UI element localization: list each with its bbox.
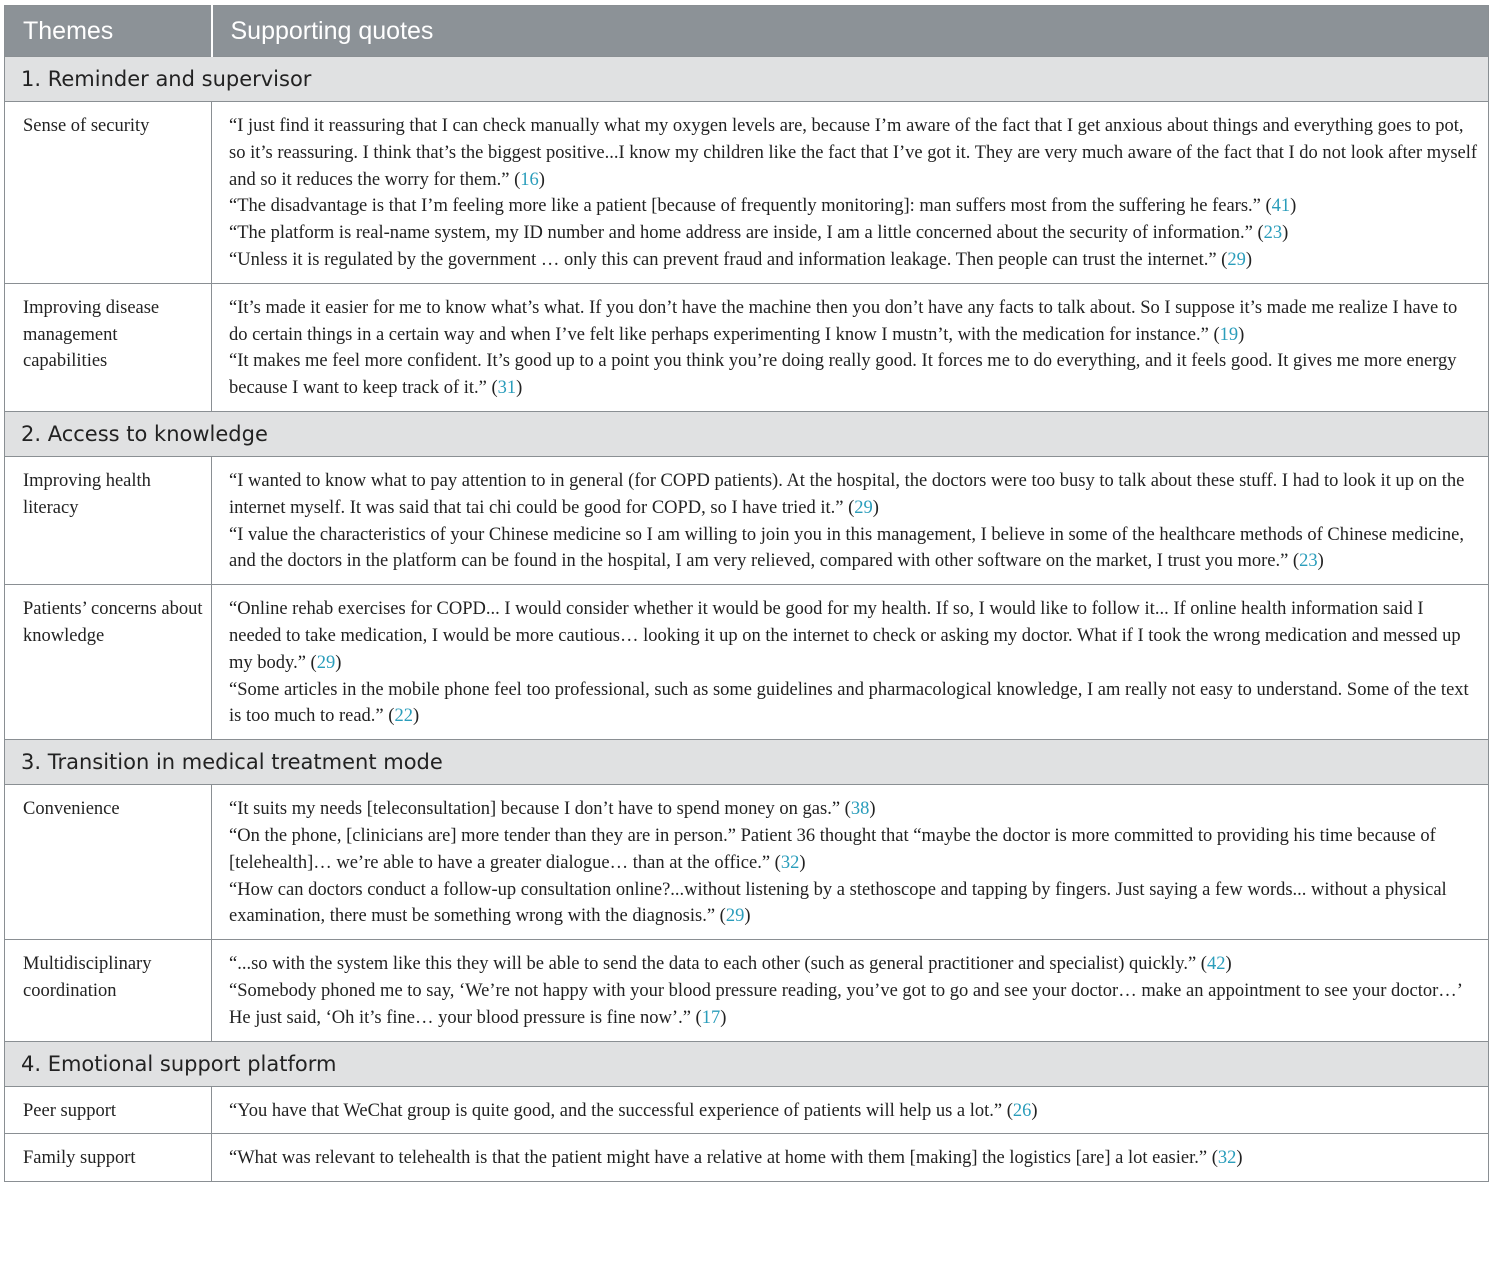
quote <box>229 295 1480 349</box>
citation-link[interactable]: 22 <box>394 706 413 727</box>
table-row <box>5 283 1489 411</box>
quote-close-paren: ) <box>1282 223 1289 244</box>
quote <box>229 951 1480 978</box>
quotes-cell <box>212 102 1489 284</box>
quotes-cell <box>212 1086 1489 1134</box>
quote <box>229 247 1480 274</box>
section-title: 3. Transition in medical treatment mode <box>5 740 1489 785</box>
section-title: 2. Access to knowledge <box>5 411 1489 456</box>
quote <box>229 677 1480 731</box>
quote-close-paren: ) <box>872 497 879 518</box>
citation-link[interactable]: 32 <box>780 852 800 873</box>
quote-text: “Some articles in the mobile phone feel too professional, such as some guidelines and pharmacological knowledge, I am really not easy to understand. Some of the text is too much to read.” ( <box>229 679 1469 727</box>
quote-text: “It makes me feel more confident. It’s good up to a point you think you’re doing really good. It forces me to do everything, and it feels good. It gives me more energy because I want to keep track of it.” ( <box>229 351 1457 399</box>
section-title: 4. Emotional support platform <box>5 1041 1489 1086</box>
citation-link[interactable]: 38 <box>850 799 870 820</box>
quote-close-paren: ) <box>1290 196 1297 217</box>
table-row <box>5 456 1489 584</box>
quote-text: “It suits my needs [teleconsultation] because I don’t have to spend money on gas.” ( <box>229 799 851 820</box>
theme-cell: Improving disease management capabilities <box>5 283 212 411</box>
citation-link[interactable]: 19 <box>1219 324 1239 345</box>
quotes-cell <box>212 785 1489 940</box>
quotes-cell <box>212 1134 1489 1182</box>
themes-table <box>4 5 1489 1182</box>
theme-cell: Convenience <box>5 785 212 940</box>
table-row <box>5 1134 1489 1182</box>
quote-close-paren: ) <box>516 378 523 399</box>
quote-text: “Unless it is regulated by the government … only this can prevent fraud and information leakage. Then people can trust the internet.” ( <box>229 249 1228 270</box>
quote-text: “I value the characteristics of your Chinese medicine so I am willing to join you in this management, I believe in some of the healthcare methods of Chinese medicine, and the doctors in the platform can be found in the hospital, I am very relieved, compared with other software on the market, I trust you more.” ( <box>229 524 1465 572</box>
quote <box>229 823 1480 877</box>
quote-text: “Online rehab exercises for COPD... I would consider whether it would be good for my health. If so, I would like to follow it... If online health information said I needed to take medication, I would be more cautious… looking it up on the internet to check or asking my doctor. What if I took the wrong medication and messed up my body.” ( <box>229 599 1461 673</box>
citation-link[interactable]: 16 <box>520 169 539 190</box>
quotes-cell <box>212 940 1489 1041</box>
quote-text: “I wanted to know what to pay attention to in general (for COPD patients). At the hospital, the doctors were too busy to talk about these stuff. I had to look it up on the internet myself. It was said that tai chi could be good for COPD, so I have tried it.” ( <box>229 470 1465 518</box>
quote-text: “...so with the system like this they will be able to send the data to each other (such as general practitioner and specialist) quickly.” ( <box>229 954 1207 975</box>
quote <box>229 113 1480 193</box>
quote-text: “You have that WeChat group is quite good, and the successful experience of patients will help us a lot.” ( <box>229 1100 1013 1121</box>
quote-close-paren: ) <box>1236 1148 1243 1169</box>
quote-text: “I just find it reassuring that I can check manually what my oxygen levels are, because I’m aware of the fact that I get anxious about things and everything goes to pot, so it’s reassuring. I think that’s the biggest positive...I know my children like the fact that I’ve got it. They are very much aware of the fact that I do not look after myself and so it reduces the worry for them.” ( <box>229 116 1478 190</box>
quote <box>229 978 1480 1032</box>
citation-link[interactable]: 23 <box>1263 223 1283 244</box>
table-row <box>5 785 1489 940</box>
quote <box>229 468 1480 522</box>
section-row <box>5 57 1489 102</box>
quote-close-paren: ) <box>1245 249 1253 270</box>
theme-cell: Multidisciplinary coordination <box>5 940 212 1041</box>
quote-close-paren: ) <box>744 906 751 927</box>
theme-cell: Sense of security <box>5 102 212 284</box>
citation-link[interactable]: 29 <box>854 497 873 518</box>
quote <box>229 522 1480 576</box>
citation-link[interactable]: 42 <box>1206 954 1226 975</box>
quote-close-paren: ) <box>799 852 806 873</box>
table-row <box>5 102 1489 284</box>
quote-close-paren: ) <box>869 799 876 820</box>
quote <box>229 348 1480 402</box>
theme-cell: Patients’ concerns about knowledge <box>5 585 212 740</box>
section-row <box>5 1041 1489 1086</box>
table-row <box>5 1086 1489 1134</box>
quote-close-paren: ) <box>1317 551 1324 572</box>
citation-link[interactable]: 32 <box>1217 1148 1237 1169</box>
quotes-cell <box>212 585 1489 740</box>
quote <box>229 796 1480 823</box>
section-row <box>5 740 1489 785</box>
theme-cell: Family support <box>5 1134 212 1182</box>
theme-cell: Peer support <box>5 1086 212 1134</box>
table-row <box>5 940 1489 1041</box>
citation-link[interactable]: 31 <box>497 378 517 399</box>
quote-text: “The platform is real-name system, my ID number and home address are inside, I am a little concerned about the security of information.” ( <box>229 223 1264 244</box>
citation-link[interactable]: 29 <box>1227 249 1246 270</box>
table-body <box>5 57 1489 1182</box>
quote-text: “How can doctors conduct a follow-up consultation online?...without listening by a stethoscope and tapping by fingers. Just saying a few words... without a physical examination, there must be something wrong with the diagnosis.” ( <box>229 879 1447 927</box>
quote-close-paren: ) <box>720 1007 727 1028</box>
quote-close-paren: ) <box>412 706 420 727</box>
quote-close-paren: ) <box>1225 954 1232 975</box>
citation-link[interactable]: 29 <box>316 652 336 673</box>
citation-link[interactable]: 41 <box>1271 196 1291 217</box>
quote-text: “Somebody phoned me to say, ‘We’re not happy with your blood pressure reading, you’ve got to go and see your doctor… make an appointment to see your doctor…’ He just said, ‘Oh it’s fine… your blood pressure is fine now’.” ( <box>229 980 1462 1028</box>
quote <box>229 877 1480 931</box>
table-header-row <box>5 6 1489 57</box>
citation-link[interactable]: 23 <box>1299 551 1318 572</box>
quote-close-paren: ) <box>1031 1100 1038 1121</box>
section-row <box>5 411 1489 456</box>
quote-close-paren: ) <box>335 652 342 673</box>
quote <box>229 1145 1480 1172</box>
quote-text: “On the phone, [clinicians are] more tender than they are in person.” Patient 36 thought that “maybe the doctor is more committed to providing his time because of [telehealth]… we’re able to have a greater dialogue… than at the office.” ( <box>229 825 1436 873</box>
theme-cell: Improving health literacy <box>5 456 212 584</box>
quote-close-paren: ) <box>1238 324 1245 345</box>
table-row <box>5 585 1489 740</box>
quote <box>229 1098 1480 1125</box>
quote-text: “It’s made it easier for me to know what’s what. If you don’t have the machine then you don’t have any facts to talk about. So I suppose it’s made me realize I have to do certain things in a certain way and when I’ve felt like perhaps experimenting I know I mustn’t, with the medication for instance.” ( <box>229 297 1458 345</box>
quotes-cell <box>212 283 1489 411</box>
themes-column-header: Themes <box>5 6 212 57</box>
section-title: 1. Reminder and supervisor <box>5 57 1489 102</box>
quote-close-paren: ) <box>538 169 545 190</box>
citation-link[interactable]: 29 <box>725 906 745 927</box>
supporting-quotes-column-header: Supporting quotes <box>212 6 1489 57</box>
quote <box>229 596 1480 676</box>
citation-link[interactable]: 17 <box>701 1007 721 1028</box>
quotes-cell <box>212 456 1489 584</box>
quote-text: “What was relevant to telehealth is that the patient might have a relative at home with them [making] the logistics [are] a lot easier.” ( <box>229 1148 1218 1169</box>
quote <box>229 220 1480 247</box>
quote-text: “The disadvantage is that I’m feeling more like a patient [because of frequently monitoring]: man suffers most from the suffering he fears.” ( <box>229 196 1272 217</box>
quote <box>229 193 1480 220</box>
citation-link[interactable]: 26 <box>1012 1100 1032 1121</box>
